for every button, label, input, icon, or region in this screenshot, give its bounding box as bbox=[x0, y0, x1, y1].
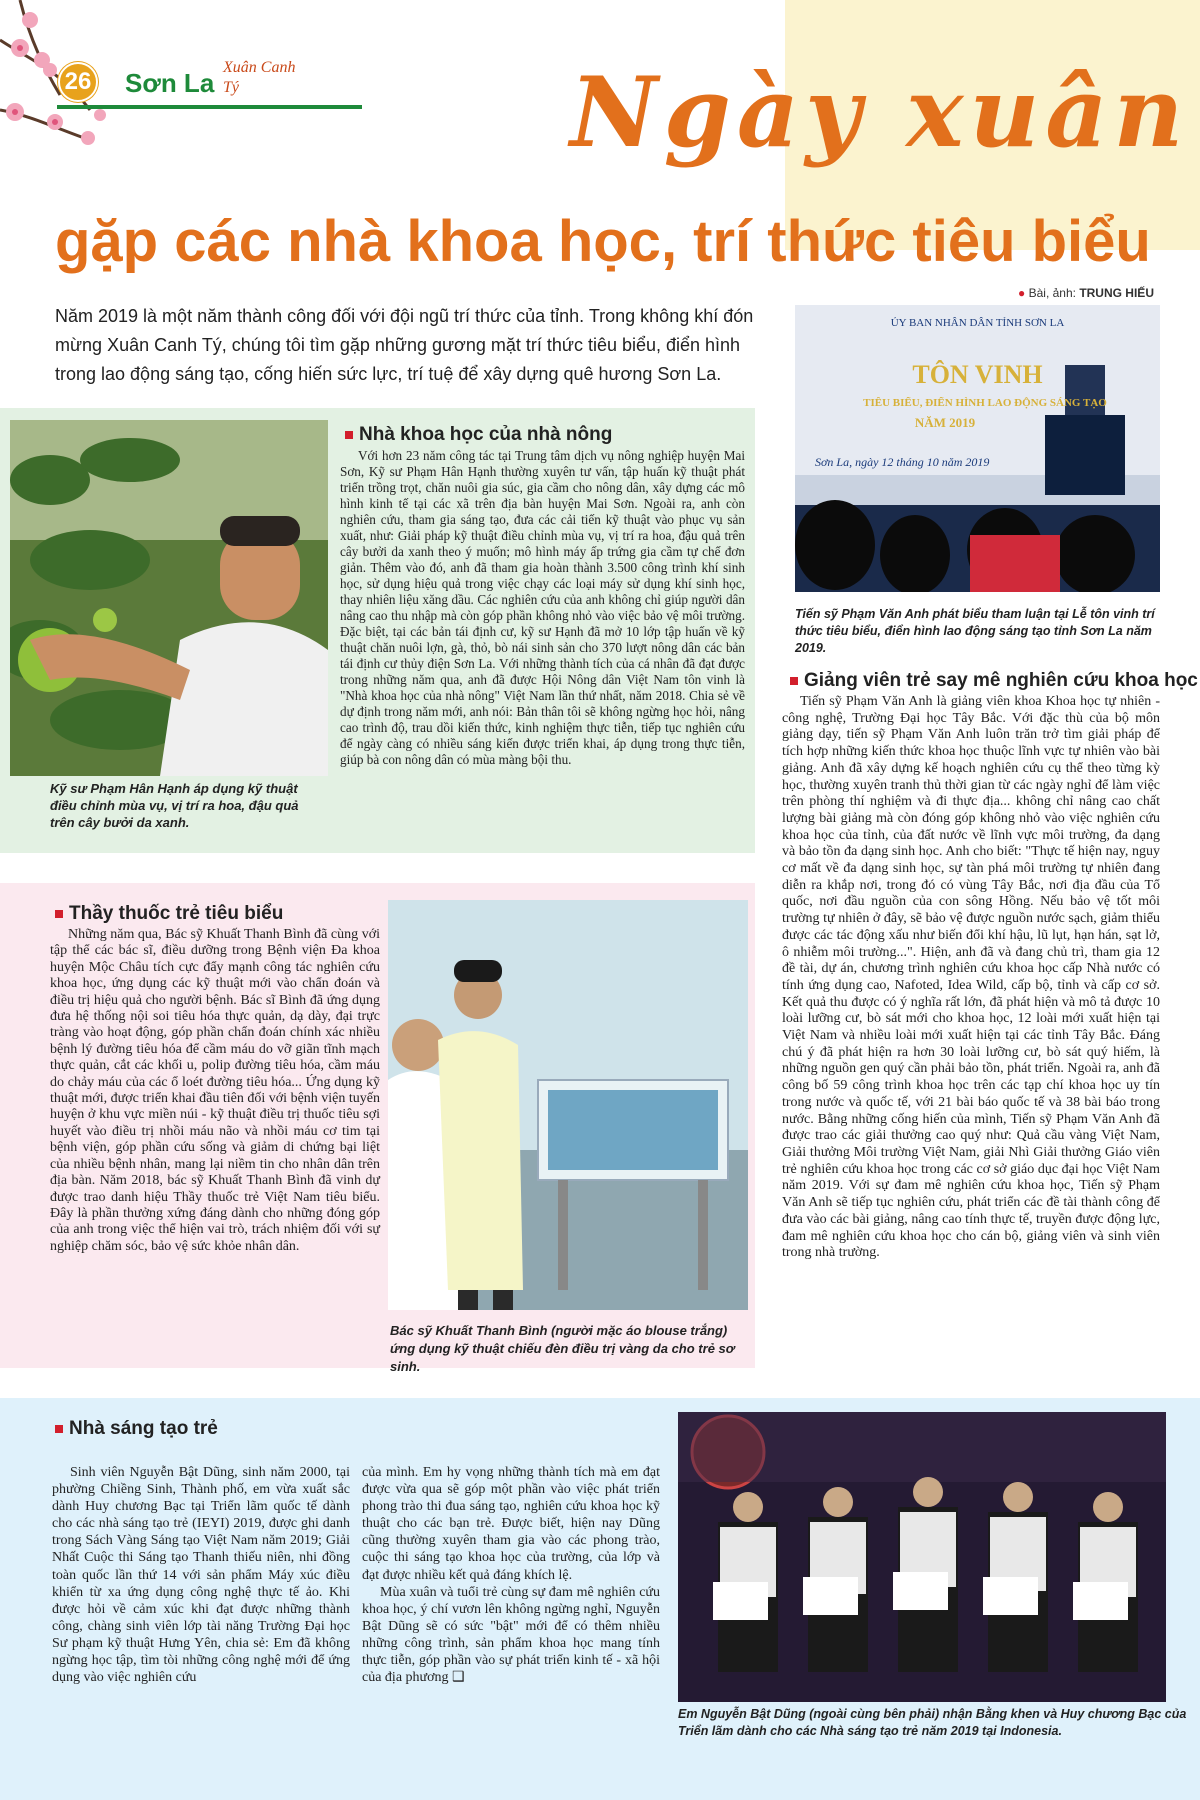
section-name: Sơn La bbox=[125, 68, 215, 98]
heading-section1 bbox=[345, 424, 612, 446]
banner-year: NĂM 2019 bbox=[914, 415, 976, 430]
body-section2 bbox=[782, 694, 1160, 1262]
headline-script: Ngày xuân bbox=[570, 56, 1190, 169]
heading-text: Nhà sáng tạo trẻ bbox=[69, 1418, 218, 1439]
paragraph: Tiến sỹ Phạm Văn Anh là giảng viên khoa Khoa học tự nhiên - công nghệ, Trường Đại học Tây Bắc. Với đặc thù của bộ môn giảng dạy, tiến sỹ Phạm Văn Anh luôn trăn trở tìm giải pháp để tích hợp những kiến thức khoa học thuộc lĩnh vực tự nhiên vào bài giảng. Anh đã xây dựng kế hoạch nghiên cứu cụ thể theo từng kỳ học, thường xuyên tranh thủ thời gian từ các ngày nghỉ để làm việc trên phòng thí nghiệm và đi thực địa... không chỉ nâng cao chất lượng bài giảng mà còn đóng góp không nhỏ vào việc nghiên cứu khoa học của tỉnh, của đất nước về lĩnh vực môi trường, đa dạng và bảo tồn đa dạng sinh học. Anh cho biết: "Thực tế hiện nay, nguy cơ mất về đa dạng sinh học, sự tàn phá môi trường tự nhiên đang diễn ra khắp nơi, trong đó có vùng Tây Bắc, nơi địa đầu của Tổ quốc, nơi đầu nguồn của con sông Hồng. Nếu bảo vệ tốt môi trường tự nhiên ở đây, sẽ bảo vệ được nguồn nước sạch, giảm thiểu được các tác động xấu như biến đổi khí hậu, lũ lụt, hạn hán, sạt lở, ô nhiễm môi trường...". Hiện, anh đã và đang chủ trì, tham gia 12 đề tài, dự án, chương trình nghiên cứu khoa học cấp Nhà nước có tính ứng dụng cao, Nafoted, Idea Wild, cấp bộ, tỉnh và cấp cơ sở. Kết quả thu được có ý nghĩa rất lớn, đã phát hiện và mô tả được 10 loài lưỡng cư, bò sát mới cho khoa học, 12 loài mới xuất hiện tại Việt Nam và nhiều loài mới xuất hiện tại các tỉnh Tây Bắc. Đáng chú ý đã phát hiện ra hơn 30 loài lưỡng cư, bò sát quý hiếm, là những nguồn gen quý cần phải bảo tồn, phát triển. Ngoài ra, anh đã công bố 59 công trình khoa học trên các tạp chí khoa học uy tín trong nước và quốc tế, với 21 bài báo quốc tế và 38 bài báo trong nước. Bằng những cống hiến của mình, Tiến sỹ Phạm Văn Anh đã được trao các giải thưởng cao quý như: Quả cầu vàng Việt Nam, Giải thưởng Môi trường Việt Nam, giải Nhì Giải thưởng Giáo viên trẻ nghiên cứu khoa học trong các cơ sở giáo dục đại học Việt Nam năm 2019. Với sự đam mê nghiên cứu khoa học, Tiến sỹ Phạm Văn Anh sẽ tiếp tục nghiên cứu, phát triển các đề tài thành công để đưa vào các bài giảng, nâng cao tính thực tế, truyền được động lực, đam mê nghiên cứu khoa học cho cán bộ, giảng viên và sinh viên trong nhà trường. bbox=[782, 694, 1160, 1261]
paragraph: Những năm qua, Bác sỹ Khuất Thanh Bình đã cùng với tập thể các bác sĩ, điều dưỡng trong Bệnh viện Đa khoa huyện Mộc Châu tích cực đẩy mạnh công tác nghiên cứu khoa học, ứng dụng các kỹ thuật mới vào chẩn đoán và điều trị hiệu quả cho người bệnh. Bác sĩ Bình đã ứng dụng đưa hệ thống nội soi tiêu hóa thực quản, dạ dày, đại trực tràng vào hoạt động, góp phần chẩn đoán chính xác nhiều bệnh lý đường tiêu hóa để cầm máu do vỡ giãn tĩnh mạch thực quản, cắt các khối u, polip đường tiêu hóa, cầm máu do chảy máu của các ổ loét đường tiêu hóa... Ứng dụng kỹ thuật mới, được triển khai đầu tiên đối với bệnh viện tuyến huyện ở khu vực miền núi - kỹ thuật điều trị thuốc tiêu sợi huyết vào điều trị nhồi máu não và nhồi máu cơ tim tại bệnh viện, góp phần cứu sống và giảm di chứng bại liệt của nhiều bệnh nhân, mang lại niềm tin cho nhân dân trên địa bàn. Năm 2018, bác sỹ Khuất Thanh Bình đã vinh dự được trao danh hiệu Thầy thuốc trẻ Việt Nam tiêu biểu. Đây là phần thưởng xứng đáng dành cho những đóng góp của anh trong việc thể hiện vai trò, trách nhiệm đối với sự nghiệp chăm sóc, bảo vệ sức khỏe nhân dân. bbox=[50, 927, 380, 1254]
body-section1 bbox=[340, 448, 745, 768]
lead-paragraph: Năm 2019 là một năm thành công đối với đội ngũ trí thức của tỉnh. Trong không khí đón mừng Xuân Canh Tý, chúng tôi tìm gặp những gương mặt trí thức tiêu biểu, điển hình trong lao động sáng tạo, cống hiến sức lực, trí tuệ để xây dựng quê hương Sơn La. bbox=[55, 306, 754, 384]
byline bbox=[1018, 286, 1154, 300]
banner-subtitle: TIÊU BIỂU, ĐIỂN HÌNH LAO ĐỘNG SÁNG TẠO bbox=[863, 397, 1107, 409]
photo-ceremony bbox=[795, 305, 1160, 592]
heading-section4 bbox=[55, 1418, 218, 1440]
section-subtitle: Xuân Canh Tý bbox=[223, 59, 296, 96]
caption-ceremony: Tiến sỹ Phạm Văn Anh phát biểu tham luận tại Lễ tôn vinh trí thức tiêu biểu, điển hình lao động sáng tạo tỉnh Sơn La năm 2019. bbox=[795, 607, 1155, 655]
body-section4-col2 bbox=[362, 1464, 660, 1686]
paragraph: Sinh viên Nguyễn Bật Dũng, sinh năm 2000, tại phường Chiềng Sinh, Thành phố, em vừa xuất sắc dành Huy chương Bạc tại Triển lãm quốc tế dành cho các nhà sáng tạo trẻ (IEYI) 2019, được ghi danh trong Sách Vàng Sáng tạo Việt Nam năm 2019; Giải Nhất Cuộc thi Sáng tạo Thanh thiếu niên, nhi đồng toàn quốc lần thứ 14 với sản phẩm Máy xúc điều khiển từ xa ứng dụng công nghệ thực tế ảo. Khi được hỏi về cảm xúc khi đạt được những thành công, chàng sinh viên lớp tài năng Trường Đại học Sư phạm kỹ thuật Hưng Yên, chia sẻ: Em đã không ngừng học tập, tìm tòi những công nghệ mới để ứng dụng vào việc nghiên cứu bbox=[52, 1465, 350, 1686]
heading-bullet bbox=[345, 431, 353, 439]
banner-date: Sơn La, ngày 12 tháng 10 năm 2019 bbox=[815, 455, 990, 469]
paragraph: Mùa xuân và tuổi trẻ cùng sự đam mê nghiên cứu khoa học, ý chí vươn lên không ngừng nghỉ, Nguyễn Bật Dũng sẽ có sức "bật" mới để có thêm nhiều những công trình, sản phẩm khoa học mang tính thực tiễn, góp phần vào sự phát triển kinh tế - xã hội của địa phương ❑ bbox=[362, 1584, 660, 1686]
body-section4-col1 bbox=[52, 1464, 350, 1686]
byline-bullet: ● bbox=[1018, 286, 1026, 300]
paragraph: Với hơn 23 năm công tác tại Trung tâm dịch vụ nông nghiệp huyện Mai Sơn, Kỹ sư Phạm Hân Hạnh thường xuyên tư vấn, tập huấn kỹ thuật phát triển trồng trọt, chăn nuôi gia súc, gia cầm cho nông dân, xây dựng các mô hình kinh tế tại các xã trên địa bàn huyện Mai Sơn. Ngoài ra, anh còn nghiên cứu, tham gia sáng tạo, đưa các cải tiến kỹ thuật vào phục vụ sản xuất, như: Giải pháp kỹ thuật điều chỉnh mùa vụ, vị trí ra hoa, đậu quả trên cây bưởi da xanh theo ý muốn; mô hình máy ấp trứng gia cầm tự chế đơn giản. Thêm vào đó, anh đã tham gia hoàn thành 3.500 công trình khí sinh học, sử dụng hiệu quả trong việc chạy các loại máy sử dụng khí sinh học, thay nhiên liệu xăng dầu. Các nghiên cứu của anh không chỉ giúp người dân nâng cao thu nhập mà còn góp phần không nhỏ vào việc bảo vệ môi trường. Đặc biệt, tại các bản tái định cư, kỹ sư Hạnh đã mở 10 lớp tập huấn về kỹ thuật chăn nuôi lợn, gà, thỏ, bò nái sinh sản cho 370 lượt nông dân các bản tái định cư thủy điện Sơn La. Với những thành tích của cá nhân đã đạt được trong những năm qua, anh đã được Hội Nông dân Việt Nam tôn vinh là "Nhà khoa học của nhà nông" Việt Nam lần thứ nhất, năm 2018. Chia sẻ về dự định trong năm mới, anh nói: Bản thân tôi sẽ không ngừng học hỏi, nâng cao trình độ, trau dồi kiến thức, kinh nghiệm thực tiễn, tiếp tục nghiên cứu để ngày càng có nhiều sáng kiến được triển khai, áp dụng trong thực tiễn, giúp bà con nông dân có mùa màng bội thu. bbox=[340, 448, 745, 767]
caption-farmer: Kỹ sư Phạm Hân Hạnh áp dụng kỹ thuật điều chỉnh mùa vụ, vị trí ra hoa, đậu quả trên cây bưởi da xanh. bbox=[50, 781, 299, 830]
masthead-rule bbox=[57, 105, 362, 109]
heading-bullet bbox=[55, 910, 63, 918]
paragraph: của mình. Em hy vọng những thành tích mà em đạt được vừa qua sẽ góp một phần vào việc phát triển phong trào thi đua sáng tạo, nghiên cứu khoa học kỹ thuật cho các bạn trẻ. Được biết, hiện nay Dũng cũng thường xuyên tham gia vào các phong trào, cuộc thi sáng tạo khoa học của trường, của lớp và đạt được nhiều kết quả đáng khích lệ. bbox=[362, 1465, 660, 1583]
caption-doctors: Bác sỹ Khuất Thanh Bình (người mặc áo blouse trắng) ứng dụng kỹ thuật chiếu đèn điều trị vàng da cho trẻ sơ sinh. bbox=[390, 1323, 735, 1374]
heading-bullet bbox=[55, 1425, 63, 1433]
heading-text: Nhà khoa học của nhà nông bbox=[359, 424, 613, 445]
heading-section3 bbox=[55, 903, 283, 925]
photo-doctors-incubator bbox=[388, 900, 748, 1310]
heading-text: Giảng viên trẻ say mê nghiên cứu khoa học bbox=[804, 670, 1198, 691]
banner-org: ỦY BAN NHÂN DÂN TỈNH SƠN LA bbox=[890, 317, 1065, 329]
heading-bullet bbox=[790, 677, 798, 685]
byline-prefix: Bài, ảnh: bbox=[1028, 286, 1076, 300]
banner-title: TÔN VINH bbox=[912, 360, 1043, 389]
heading-text: Thầy thuốc trẻ tiêu biểu bbox=[69, 903, 284, 924]
headline: gặp các nhà khoa học, trí thức tiêu biểu bbox=[55, 209, 1151, 274]
byline-author: TRUNG HIẾU bbox=[1079, 286, 1154, 300]
caption-students: Em Nguyễn Bật Dũng (ngoài cùng bên phải) nhận Bằng khen và Huy chương Bạc của Triển lãm dành cho các Nhà sáng tạo trẻ năm 2019 tại Indonesia. bbox=[678, 1707, 1187, 1738]
heading-section2 bbox=[790, 670, 1198, 692]
photo-farmer-pomelo bbox=[10, 420, 328, 776]
page-number-badge: 26 bbox=[58, 62, 98, 102]
body-section3 bbox=[50, 927, 380, 1255]
